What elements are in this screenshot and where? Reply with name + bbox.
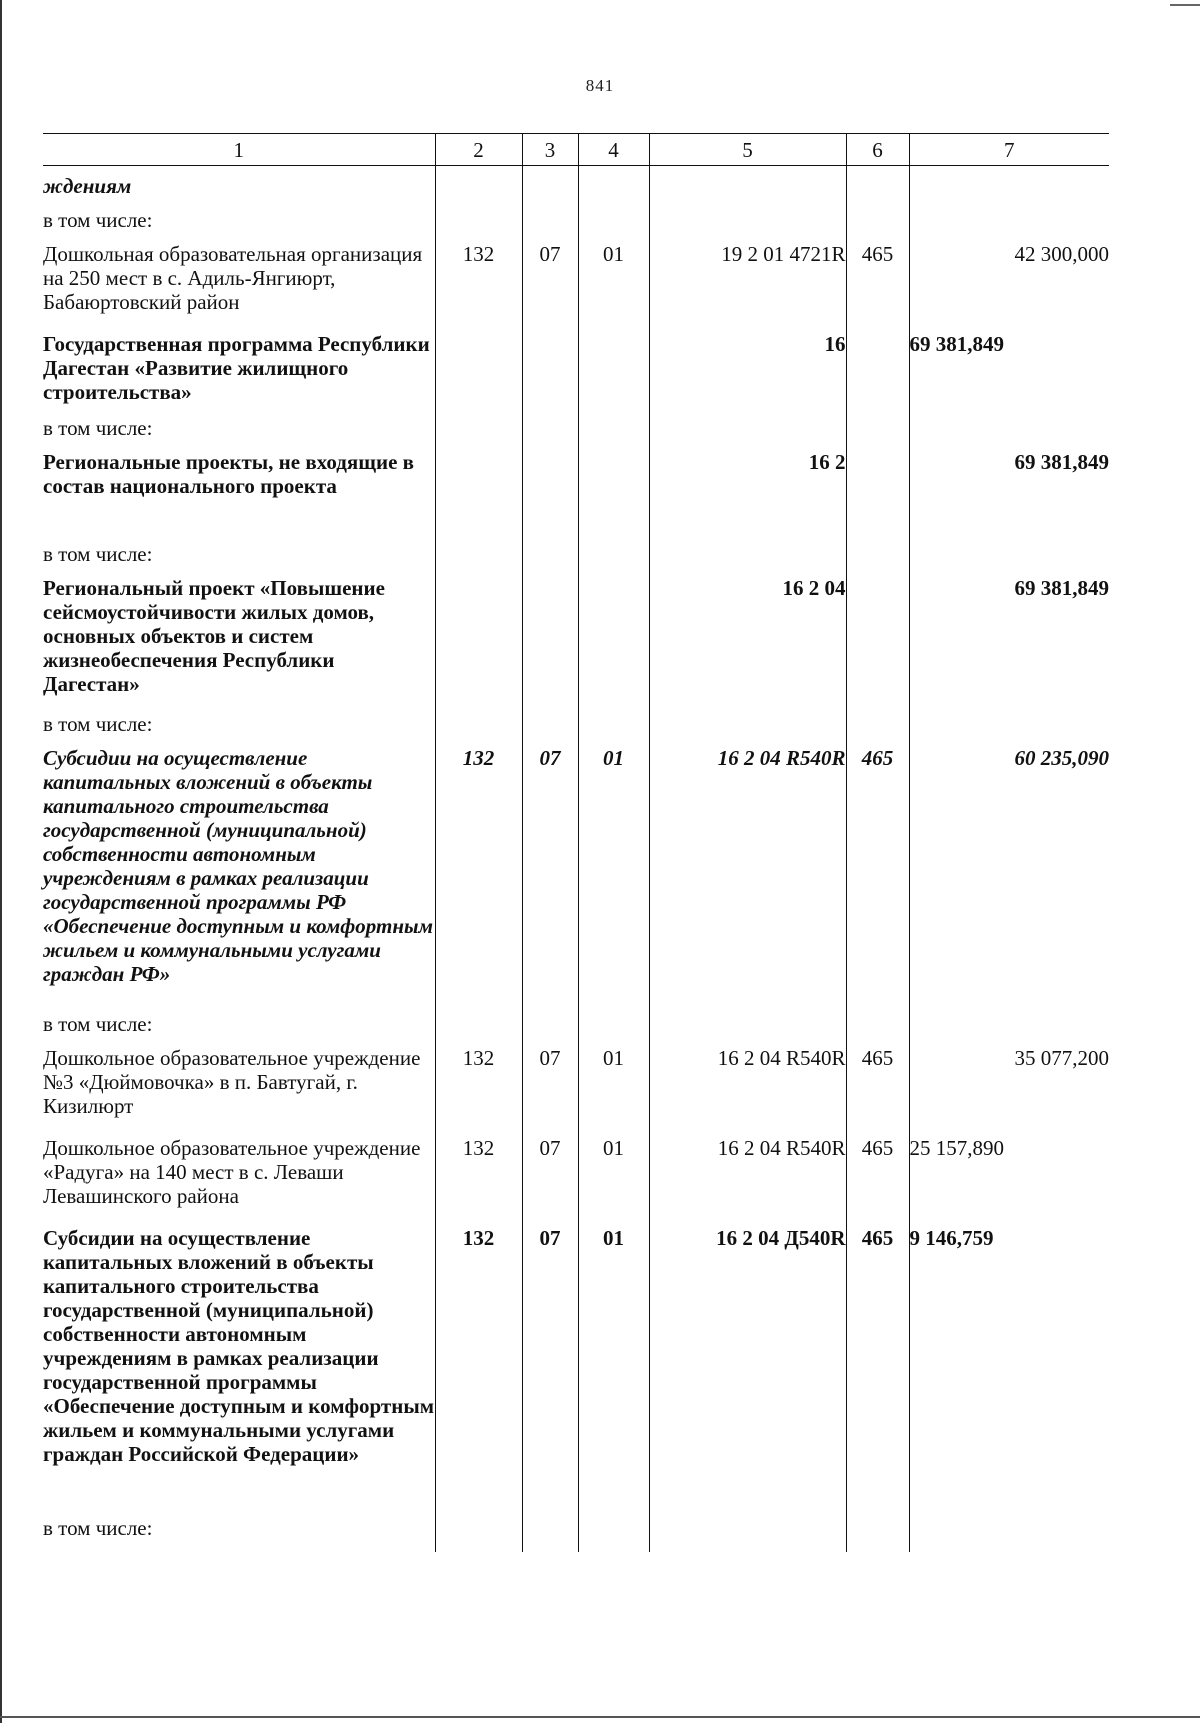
cell-c3 xyxy=(522,536,578,572)
table-row xyxy=(43,328,1109,410)
cell-c5 xyxy=(649,536,846,572)
cell-c6 xyxy=(846,572,909,706)
cell-c2 xyxy=(435,328,522,410)
cell-c6 xyxy=(846,1006,909,1042)
table-row xyxy=(43,1510,1109,1552)
cell-c2 xyxy=(435,202,522,238)
cell-c2 xyxy=(435,536,522,572)
budget-table xyxy=(43,133,1109,1552)
cell-c7: 69 381,849 xyxy=(909,572,1109,706)
cell-c7 xyxy=(909,706,1109,742)
cell-c5: 16 2 04 xyxy=(649,572,846,706)
cell-c6 xyxy=(846,328,909,410)
cell-c6 xyxy=(846,1510,909,1552)
cell-c5: 16 2 04 R540R xyxy=(649,1042,846,1132)
cell-c5: 16 xyxy=(649,328,846,410)
cell-c6: 465 xyxy=(846,742,909,1006)
cell-c5 xyxy=(649,706,846,742)
cell-c4: 01 xyxy=(578,1042,649,1132)
row-name: Дошкольная образовательная организация на 250 мест в с. Адиль-Янгиюрт, Бабаюртовский район xyxy=(43,238,435,328)
cell-c4 xyxy=(578,706,649,742)
cell-c4: 01 xyxy=(578,742,649,1006)
cell-c6 xyxy=(846,446,909,536)
column-header-5: 5 xyxy=(649,134,846,166)
cell-c5: 16 2 xyxy=(649,446,846,536)
cell-c4 xyxy=(578,328,649,410)
cell-c6: 465 xyxy=(846,1222,909,1510)
cell-c4 xyxy=(578,202,649,238)
cell-c5 xyxy=(649,410,846,446)
cell-c7 xyxy=(909,410,1109,446)
cell-c5: 19 2 01 4721R xyxy=(649,238,846,328)
cell-c2 xyxy=(435,410,522,446)
cell-c2 xyxy=(435,1510,522,1552)
table-row xyxy=(43,1222,1109,1510)
row-name: Субсидии на осуществление капитальных вложений в объекты капитального строительства государственной (муниципальной) собственности автономным учреждениям в рамках реализации государственной программы РФ «Обеспечение доступным и комфортным жильем и коммунальными услугами граждан РФ» xyxy=(43,742,435,1006)
cell-c3: 07 xyxy=(522,1042,578,1132)
row-name: в том числе: xyxy=(43,1006,435,1042)
table-row xyxy=(43,536,1109,572)
table-row xyxy=(43,706,1109,742)
cell-c3: 07 xyxy=(522,1132,578,1222)
cell-c3 xyxy=(522,410,578,446)
cell-c4 xyxy=(578,572,649,706)
cell-c3 xyxy=(522,446,578,536)
page-edge-top-right xyxy=(1170,4,1200,6)
column-header-6: 6 xyxy=(846,134,909,166)
cell-c3: 07 xyxy=(522,238,578,328)
cell-c7: 9 146,759 xyxy=(909,1222,1109,1510)
cell-c2: 132 xyxy=(435,238,522,328)
column-header-4: 4 xyxy=(578,134,649,166)
cell-c7 xyxy=(909,1510,1109,1552)
cell-c4: 01 xyxy=(578,238,649,328)
cell-c6 xyxy=(846,706,909,742)
table-header-row xyxy=(43,134,1109,166)
cell-c6 xyxy=(846,166,909,203)
cell-c5: 16 2 04 R540R xyxy=(649,1132,846,1222)
cell-c2 xyxy=(435,166,522,203)
cell-c4 xyxy=(578,1510,649,1552)
table-row xyxy=(43,1132,1109,1222)
row-name: в том числе: xyxy=(43,410,435,446)
cell-c3 xyxy=(522,328,578,410)
row-name: Государственная программа Республики Дагестан «Развитие жилищного строительства» xyxy=(43,328,435,410)
table-row xyxy=(43,410,1109,446)
cell-c3 xyxy=(522,166,578,203)
row-name: в том числе: xyxy=(43,706,435,742)
cell-c7 xyxy=(909,1006,1109,1042)
cell-c2: 132 xyxy=(435,1042,522,1132)
page-edge-bottom xyxy=(0,1716,1200,1718)
row-name: Дошкольное образовательное учреждение «Радуга» на 140 мест в с. Леваши Левашинского района xyxy=(43,1132,435,1222)
table-row xyxy=(43,166,1109,203)
row-name: Региональные проекты, не входящие в состав национального проекта xyxy=(43,446,435,536)
cell-c2 xyxy=(435,446,522,536)
cell-c3 xyxy=(522,1006,578,1042)
table-row xyxy=(43,1006,1109,1042)
cell-c5: 16 2 04 R540R xyxy=(649,742,846,1006)
row-name: Дошкольное образовательное учреждение №3 «Дюймовочка» в п. Бавтугай, г. Кизилюрт xyxy=(43,1042,435,1132)
table-row xyxy=(43,572,1109,706)
cell-c7: 35 077,200 xyxy=(909,1042,1109,1132)
cell-c5 xyxy=(649,202,846,238)
cell-c7: 60 235,090 xyxy=(909,742,1109,1006)
table-row xyxy=(43,238,1109,328)
cell-c4 xyxy=(578,446,649,536)
cell-c2: 132 xyxy=(435,742,522,1006)
column-header-1: 1 xyxy=(43,134,435,166)
column-header-7: 7 xyxy=(909,134,1109,166)
cell-c4 xyxy=(578,410,649,446)
row-name: в том числе: xyxy=(43,1510,435,1552)
row-name: в том числе: xyxy=(43,536,435,572)
row-name: ждениям xyxy=(43,166,435,203)
cell-c2: 132 xyxy=(435,1222,522,1510)
cell-c6 xyxy=(846,202,909,238)
cell-c5 xyxy=(649,1006,846,1042)
cell-c2 xyxy=(435,1006,522,1042)
table-row xyxy=(43,446,1109,536)
cell-c7 xyxy=(909,536,1109,572)
cell-c4 xyxy=(578,536,649,572)
cell-c7 xyxy=(909,166,1109,203)
row-name: в том числе: xyxy=(43,202,435,238)
column-header-2: 2 xyxy=(435,134,522,166)
page-number: 841 xyxy=(585,76,615,95)
cell-c5 xyxy=(649,1510,846,1552)
cell-c4: 01 xyxy=(578,1222,649,1510)
cell-c4 xyxy=(578,166,649,203)
row-name: Региональный проект «Повышение сейсмоустойчивости жилых домов, основных объектов и систем жизнеобеспечения Республики Дагестан» xyxy=(43,572,435,706)
cell-c6: 465 xyxy=(846,1042,909,1132)
cell-c6 xyxy=(846,410,909,446)
cell-c7: 69 381,849 xyxy=(909,446,1109,536)
cell-c3 xyxy=(522,572,578,706)
cell-c5 xyxy=(649,166,846,203)
table-row xyxy=(43,742,1109,1006)
cell-c6: 465 xyxy=(846,1132,909,1222)
cell-c3 xyxy=(522,1510,578,1552)
cell-c6 xyxy=(846,536,909,572)
cell-c2: 132 xyxy=(435,1132,522,1222)
cell-c5: 16 2 04 Д540R xyxy=(649,1222,846,1510)
cell-c7 xyxy=(909,202,1109,238)
cell-c4 xyxy=(578,1006,649,1042)
cell-c3 xyxy=(522,202,578,238)
cell-c4: 01 xyxy=(578,1132,649,1222)
cell-c7: 42 300,000 xyxy=(909,238,1109,328)
table-row xyxy=(43,202,1109,238)
table-row xyxy=(43,1042,1109,1132)
cell-c2 xyxy=(435,572,522,706)
cell-c3: 07 xyxy=(522,742,578,1006)
column-header-3: 3 xyxy=(522,134,578,166)
cell-c3: 07 xyxy=(522,1222,578,1510)
cell-c6: 465 xyxy=(846,238,909,328)
cell-c2 xyxy=(435,706,522,742)
cell-c3 xyxy=(522,706,578,742)
row-name: Субсидии на осуществление капитальных вложений в объекты капитального строительства государственной (муниципальной) собственности автономным учреждениям в рамках реализации государственной программы «Обеспечение доступным и комфортным жильем и коммунальными услугами граждан Российской Федерации» xyxy=(43,1222,435,1510)
cell-c7: 69 381,849 xyxy=(909,328,1109,410)
cell-c7: 25 157,890 xyxy=(909,1132,1109,1222)
page-edge-left xyxy=(0,0,2,1723)
